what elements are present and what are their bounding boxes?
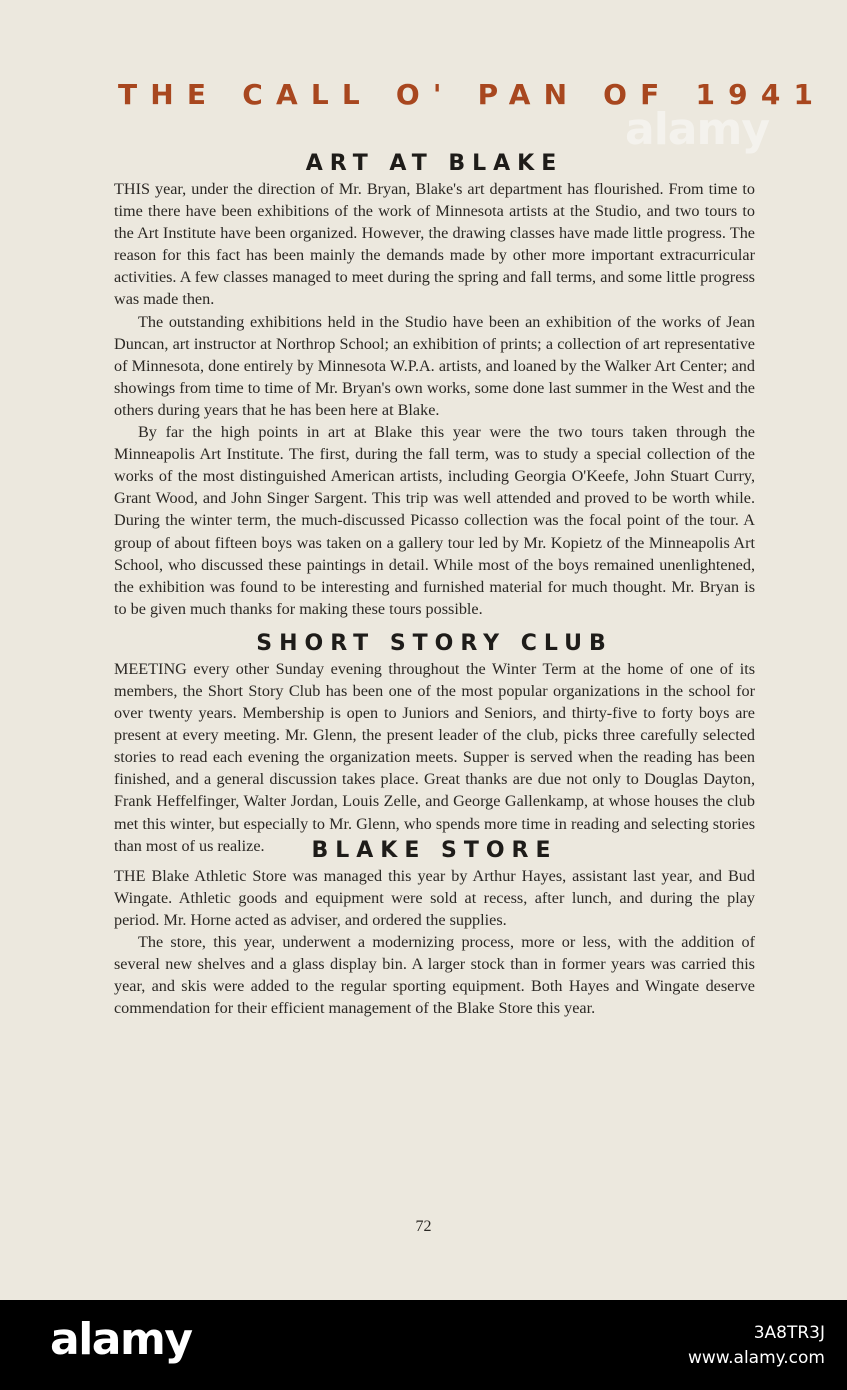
section-short-story-club [114, 630, 755, 857]
page-number: 72 [415, 1218, 432, 1235]
paragraph: MEETING every other Sunday evening throughout the Winter Term at the home of one of its members, the Short Story Club has been one of the most popular organizations in the school for over twenty years. Membership is open to Juniors and Seniors, and thirty-five to forty boys are present at every meeting. Mr. Glenn, the present leader of the club, picks three carefully selected stories to read each evening the organization meets. Supper is served when the reading has been finished, and a general discussion takes place. Great thanks are due not only to Douglas Dayton, Frank Heffelfinger, Walter Jordan, Louis Zelle, and George Gallenkamp, at whose houses the club met this winter, but especially to Mr. Glenn, who spends more time in reading and selecting stories than most of us realize. [114, 659, 755, 855]
watermark: alamy [625, 104, 769, 155]
page-header: THE CALL O' PAN OF 1941 [118, 78, 827, 111]
article-body [114, 150, 755, 1019]
image-id: 3A8TR3J [753, 1323, 825, 1343]
site-url: www.alamy.com [687, 1348, 825, 1368]
paragraph: The outstanding exhibitions held in the Studio have been an exhibition of the works of Jean Duncan, art instructor at Northrop School; an exhibition of prints; a collection of art representative of Minnesota, done entirely by Minnesota W.P.A. artists, and loaned by the Walker Art Center; and showings from time to time of Mr. Bryan's own works, some done last summer in the West and the others during years that he has been here at Blake. [114, 312, 755, 419]
section-heading: SHORT STORY CLUB [256, 630, 613, 656]
section-art-at-blake [114, 150, 755, 620]
section-heading: BLAKE STORE [311, 837, 558, 863]
section-blake-store [114, 837, 755, 1020]
paragraph: THE Blake Athletic Store was managed this year by Arthur Hayes, assistant last year, and Bud Wingate. Athletic goods and equipment were sold at recess, after lunch, and during the play period. Mr. Horne acted as adviser, and ordered the supplies. [114, 866, 755, 929]
paragraph: By far the high points in art at Blake this year were the two tours taken through the Minneapolis Art Institute. The first, during the fall term, was to study a special collection of the works of the most distinguished American artists, including Georgia O'Keefe, John Stuart Curry, Grant Wood, and John Singer Sargent. This trip was well attended and proved to be worth while. During the winter term, the much-discussed Picasso collection was the focal point of the tour. A group of about fifteen boys was taken on a gallery tour led by Mr. Kopietz of the Minneapolis Art School, who discussed these paintings in detail. While most of the boys remained unenlightened, the exhibition was found to be interesting and furnished material for much thought. Mr. Bryan is to be given much thanks for making these tours possible. [114, 423, 755, 618]
paragraph: THIS year, under the direction of Mr. Bryan, Blake's art department has flourished. From time to time there have been exhibitions of the work of Minnesota artists at the Studio, and two tours to the Art Institute have been organized. However, the drawing classes have made little progress. The reason for this fact has been mainly the demands made by other more important extracurricular activities. A few classes managed to meet during the spring and fall terms, and some little progress was made then. [114, 180, 755, 309]
section-heading: ART AT BLAKE [305, 151, 564, 176]
brand-logo: alamy [50, 1314, 192, 1365]
paragraph: The store, this year, underwent a modernizing process, more or less, with the addition of several new shelves and a glass display bin. A larger stock than in former years was carried this year, and skis were added to the regular sporting equipment. Both Hayes and Wingate deserve commendation for their efficient management of the Blake Store this year. [114, 933, 755, 1018]
